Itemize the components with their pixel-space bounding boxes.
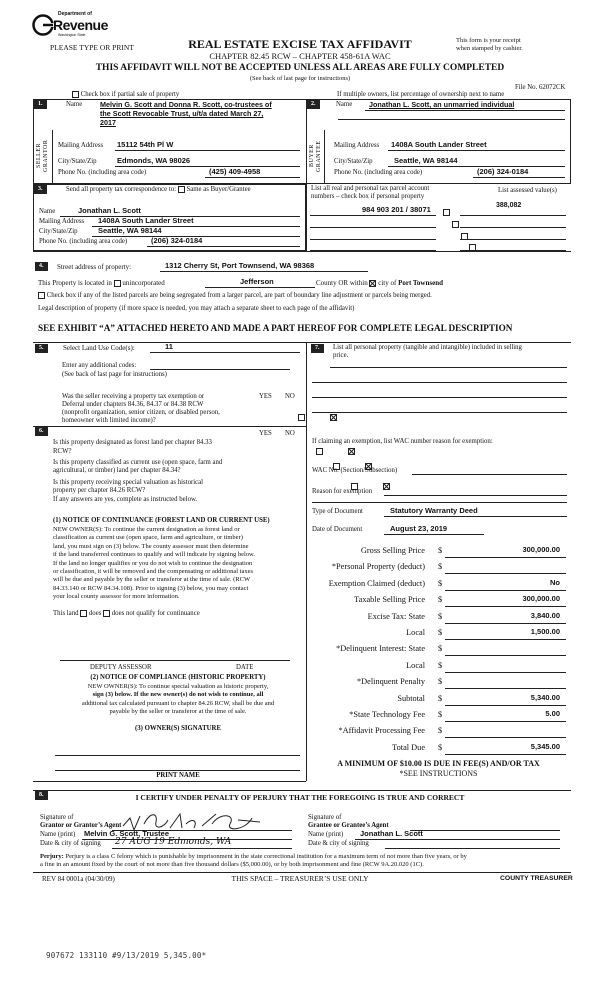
exempt-yes-checkbox[interactable] — [298, 414, 305, 421]
fee-row — [300, 562, 570, 576]
corr-name-label: Name — [39, 208, 56, 215]
current-use-q-1: Is this property classified as current use (open space, farm and — [53, 459, 223, 466]
grantee-name[interactable]: Jonathan L. Scott — [360, 829, 423, 838]
fee-row — [300, 628, 570, 642]
assessed-value[interactable]: 388,082 — [496, 202, 522, 209]
personal-property-checkbox-2[interactable] — [452, 221, 459, 228]
exempt-q-4: homeowner with limited income)? — [62, 417, 156, 424]
wac-no-label: WAC No. (Section/Subsection) — [312, 467, 398, 474]
buyer-city[interactable]: Seattle, WA 98144 — [394, 156, 458, 165]
fee-dollar: $ — [438, 628, 443, 637]
grantor-agent-label: Grantor or Grantor’s Agent — [40, 822, 122, 829]
corr-mailing[interactable]: 1408A South Lander Street — [98, 216, 194, 225]
fee-row — [300, 661, 570, 675]
fee-row — [300, 694, 570, 708]
deputy-assessor: DEPUTY ASSESSOR — [90, 664, 152, 671]
seller-mailing-label: Mailing Address — [58, 142, 104, 149]
continuance-question: This land does does not qualify for continuance — [53, 610, 200, 618]
logo-dept: Department of — [58, 11, 92, 17]
grantor-date[interactable]: 27 AUG 19 Edmonds, WA — [115, 837, 232, 847]
legal-desc-label: Legal description of property (if more space is needed, you may attach a separate sheet to each page of the affidavit) — [38, 305, 355, 312]
corr-mailing-label: Mailing Address — [39, 218, 85, 225]
form-subtitle: CHAPTER 82.45 RCW – CHAPTER 458-61A WAC — [209, 51, 391, 61]
property-location: This Property is located in unincorporated — [38, 279, 165, 287]
reason-label: Reason for exemption — [312, 488, 373, 495]
fee-label: Total Due — [392, 742, 425, 752]
form-rev: REV 84 0001a (04/30/09) — [42, 875, 115, 883]
please-type: PLEASE TYPE OR PRINT — [50, 43, 134, 52]
fee-dollar: $ — [438, 693, 443, 703]
fee-value[interactable]: 5,345.00 — [530, 741, 560, 751]
perjury-note: Perjury: Perjury is a class C felony which is punishable by imprisonment in the state correctional institution for a maximum term of not more than five years, or by a fine in an amount fixed by the court of not more than five thousand dollars ($5,000.00), or by both imprisonment and fine (RCW 9A.20.020 (1C). — [40, 853, 467, 869]
fee-dollar: $ — [438, 546, 443, 555]
yes-header-6: YES — [259, 430, 272, 437]
grantor-date-label: Date & city of signing — [40, 840, 101, 847]
print-name-label: PRINT NAME — [156, 772, 200, 779]
does-checkbox[interactable] — [80, 610, 87, 617]
accounts-label-1: List all real and personal tax parcel account — [311, 185, 430, 192]
additional-codes-2: (See back of last page for instructions) — [62, 371, 167, 378]
fee-dollar: $ — [438, 660, 443, 670]
unincorporated-checkbox[interactable] — [114, 280, 121, 287]
certify-statement: I CERTIFY UNDER PENALTY OF PERJURY THAT THE FOREGOING IS TRUE AND CORRECT — [135, 793, 465, 802]
forest-no-checkbox[interactable] — [348, 448, 355, 455]
no-header-6: NO — [285, 430, 295, 437]
fee-label: *Delinquent Penalty — [357, 677, 425, 687]
seller-name-3[interactable]: 2017 — [100, 118, 116, 127]
receipt-note-1: This form is your receipt — [456, 37, 521, 44]
partial-sale-checkbox[interactable] — [72, 91, 79, 98]
doc-date-label: Date of Document — [312, 526, 363, 533]
grantee-sig-of: Signature of — [308, 814, 342, 821]
fee-dollar: $ — [438, 578, 443, 588]
current-use-q-2: agricultural, or timber) land per chapter 84.34? — [53, 467, 181, 474]
section-3-num: 3. — [34, 185, 47, 194]
fee-dollar: $ — [438, 611, 443, 621]
file-no: File No. 62072CK — [515, 84, 566, 91]
correspondence-label: Send all property tax correspondence to: Same as Buyer/Grantee — [66, 186, 251, 194]
grantor-name[interactable]: Melvin G. Scott, Trustee — [84, 829, 170, 838]
section-7-num: 7. — [311, 344, 324, 353]
partial-sale — [72, 91, 179, 99]
forest-q-2: RCW? — [53, 448, 72, 455]
dor-logo — [32, 10, 108, 40]
doc-type[interactable]: Statutory Warranty Deed — [390, 506, 478, 515]
corr-phone-label: Phone No. (including area code) — [39, 238, 128, 245]
fee-row — [300, 743, 570, 757]
account-number[interactable]: 984 903 201 / 38071 — [362, 205, 431, 214]
historic-no-checkbox[interactable] — [383, 483, 390, 490]
county-treasurer: COUNTY TREASURER — [500, 875, 573, 882]
fee-row — [300, 579, 570, 593]
section-4-num: 4. — [35, 262, 48, 271]
exemption-wac-label: If claiming an exemption, list WAC number reason for exemption: — [312, 438, 493, 445]
yes-header-5: YES — [259, 393, 272, 400]
seller-city-label: City/State/Zip — [58, 158, 97, 165]
logo-name: Revenue — [53, 17, 108, 33]
fee-value[interactable]: 3,840.00 — [530, 610, 560, 620]
exhibit-note: SEE EXHIBIT “A” ATTACHED HERETO AND MADE A PART HEREOF FOR COMPLETE LEGAL DESCRIPTION — [38, 323, 513, 333]
grantee-name-label: Name (print) — [308, 831, 344, 838]
section-2-num: 2. — [307, 100, 320, 109]
notice-1-body: NEW OWNER(S): To continue the current designation as forest land or classification as current use (open space, farm and agriculture, or timber) land, you must sign on (3) below. The county assessor must then determine if the land transferred continues to qualify and will indicate by signing below. If the land no longer qualifies or you do not wish to continue the designation or classification, it will be removed and the compensating or additional taxes will be due and payable by the seller or transferor at the time of sale. (RCW 84.33.140 or RCW 84.34.108). Prior to signing (3) below, you may contact your local county assessor for more information. — [53, 526, 255, 601]
fee-value[interactable]: 1,500.00 — [530, 627, 560, 636]
multiple-owners-note: If multiple owners, list percentage of ownership next to name — [337, 91, 505, 98]
forest-q-1: Is this property designated as forest land per chapter 84.33 — [53, 439, 212, 446]
fee-label: *State Technology Fee — [349, 710, 425, 719]
fee-label: Gross Selling Price — [360, 546, 425, 555]
fee-dollar: $ — [438, 726, 443, 736]
exempt-no-checkbox[interactable] — [330, 414, 337, 421]
buyer-phone[interactable]: (206) 324-0184 — [477, 167, 529, 176]
land-use-label: Select Land Use Code(s): — [63, 344, 135, 352]
receipt-note-2: when stamped by cashier. — [456, 45, 523, 52]
grantee-agent-label: Grantee or Grantee’s Agent — [308, 822, 389, 829]
larger-parcel: Check box if any of the listed parcels are being segregated from a larger parcel, are part of boundary line adjustment or parcels being merged. — [38, 292, 432, 300]
fee-label: Local — [406, 628, 425, 637]
owner-signature-label: (3) OWNER(S) SIGNATURE — [135, 725, 221, 732]
form-title: REAL ESTATE EXCISE TAX AFFIDAVIT — [188, 37, 412, 51]
street-label: Street address of property: — [57, 263, 132, 271]
treasurer-space: THIS SPACE – TREASURER’S USE ONLY — [231, 874, 369, 883]
fee-label: Taxable Selling Price — [354, 595, 425, 605]
land-use-code[interactable]: 11 — [165, 342, 173, 351]
personal-property-checkbox-1[interactable] — [443, 209, 450, 216]
additional-codes-1: Enter any additional codes: — [62, 362, 137, 369]
seller-phone-label: Phone No. (including area code) — [58, 169, 147, 176]
fee-label: *Delinquent Interest: State — [336, 644, 425, 654]
larger-parcel-checkbox[interactable] — [38, 292, 45, 299]
buyer-mailing-label: Mailing Address — [334, 142, 380, 149]
historic-q-1: Is this property receiving special valuation as historical — [53, 479, 204, 486]
seller-name-2[interactable]: the Scott Revocable Trust, u/t/a dated March 27, — [100, 109, 264, 118]
seller-name-1[interactable]: Melvin G. Scott and Donna R. Scott, co-trustees of — [100, 100, 272, 109]
personal-property-label-1: List all personal property (tangible and intangible) included in selling — [333, 344, 522, 351]
fee-dollar: $ — [438, 644, 443, 654]
minimum-line-1: A MINIMUM OF $10.00 IS DUE IN FEE(S) AND/OR TAX — [337, 759, 540, 768]
fee-row — [300, 595, 570, 609]
buyer-phone-label: Phone No. (including area code) — [334, 169, 423, 176]
does-not-checkbox[interactable] — [103, 610, 110, 617]
seller-side-label: SELLER GRANTOR — [36, 139, 49, 173]
corr-phone[interactable]: (206) 324-0184 — [151, 236, 203, 245]
form-warning: THIS AFFIDAVIT WILL NOT BE ACCEPTED UNLESS ALL AREAS ARE FULLY COMPLETED — [95, 63, 505, 73]
doc-date[interactable]: August 23, 2019 — [390, 524, 448, 533]
forest-yes-checkbox[interactable] — [316, 448, 323, 455]
exempt-q-3: (nonprofit organization, senior citizen, or disabled person, — [62, 409, 220, 416]
section-6-num: 6. — [35, 427, 48, 436]
buyer-city-label: City/State/Zip — [334, 158, 373, 165]
buyer-name-label: Name — [336, 101, 353, 108]
fee-value[interactable]: 300,000.00 — [522, 594, 560, 604]
seller-phone[interactable]: (425) 409-4958 — [209, 167, 261, 176]
grantor-name-label: Name (print) — [40, 831, 76, 838]
seller-city[interactable]: Edmonds, WA 98026 — [117, 156, 191, 165]
county-label: County OR within city of Port Townsend — [316, 279, 443, 287]
notice-2-body: NEW OWNER(S): To continue special valuation as historic property, sign (3) below. If the new owner(s) do not wish to continue, all additional tax calculated pursuant to chapter 84.26 RCW, shall be due and payable by the seller or transferor at the time of sale. — [81, 683, 275, 716]
exempt-q-1: Was the seller receiving a property tax exemption or — [62, 393, 205, 400]
footer-rule — [33, 872, 571, 873]
city-value[interactable]: Port Townsend — [398, 279, 443, 287]
fee-value[interactable]: 5,340.00 — [530, 692, 560, 702]
section-1-num: 1. — [34, 100, 47, 109]
seller-mailing[interactable]: 15112 54th Pl W — [117, 140, 174, 149]
grantor-sig-of: Signature of — [40, 814, 74, 821]
buyer-mailing[interactable]: 1408A South Lander Street — [391, 140, 487, 149]
corr-city[interactable]: Seattle, WA 98144 — [98, 226, 162, 235]
within-city-checkbox[interactable] — [369, 280, 376, 287]
historic-q-2: property per chapter 84.26 RCW? — [53, 487, 146, 494]
street-address[interactable]: 1312 Cherry St, Port Townsend, WA 98368 — [165, 261, 315, 270]
fee-dollar: $ — [438, 742, 443, 752]
logo-state: Washington State — [58, 33, 86, 37]
fee-dollar: $ — [438, 595, 443, 605]
fee-dollar: $ — [438, 710, 443, 719]
minimum-line-2: *SEE INSTRUCTIONS — [399, 769, 478, 778]
doc-type-label: Type of Document — [312, 508, 363, 515]
cashier-stamp: 907672 133110 #9/13/2019 5,345.00* — [46, 951, 207, 960]
fee-value[interactable]: 300,000.00 — [522, 545, 560, 554]
fee-row — [300, 677, 570, 691]
fee-label: Excise Tax: State — [367, 611, 425, 621]
no-header-5: NO — [285, 393, 295, 400]
same-as-buyer-checkbox[interactable] — [178, 186, 185, 193]
see-back: (See back of last page for instructions) — [249, 75, 351, 82]
fee-value[interactable]: No — [550, 577, 560, 587]
fee-row — [300, 546, 570, 560]
fee-label: Exemption Claimed (deduct) — [328, 578, 425, 588]
fee-dollar: $ — [438, 562, 443, 572]
fee-row — [300, 644, 570, 658]
fee-dollar: $ — [438, 677, 443, 687]
grantee-date-label: Date & city of signing — [308, 840, 369, 847]
notice-2-title: (2) NOTICE OF COMPLIANCE (HISTORIC PROPERTY) — [90, 674, 266, 681]
corr-name[interactable]: Jonathan L. Scott — [78, 206, 141, 215]
dor-logo-icon — [32, 14, 54, 36]
exempt-q-2: Deferral under chapters 84.36, 84.37 or 84.38 RCW — [62, 401, 204, 408]
corr-city-label: City/State/Zip — [39, 228, 78, 235]
buyer-side-label: BUYER GRANTEE — [309, 140, 322, 172]
deputy-date: DATE — [236, 664, 254, 671]
section-8-num: 8. — [35, 791, 48, 800]
fee-label: Local — [406, 660, 425, 670]
fee-row — [300, 726, 570, 740]
personal-property-label-2: price. — [333, 352, 349, 359]
if-yes-note: If any answers are yes, complete as instructed below. — [53, 496, 198, 503]
seller-name-label: Name — [66, 101, 83, 108]
accounts-label-2: numbers – check box if personal property — [311, 193, 425, 200]
county-value[interactable]: Jefferson — [240, 277, 274, 286]
partial-sale-label: Check box if partial sale of property — [80, 91, 180, 99]
fee-label: *Affidavit Processing Fee — [338, 726, 425, 736]
fee-label: *Personal Property (deduct) — [331, 562, 425, 572]
section-5-num: 5. — [35, 344, 48, 353]
fee-value[interactable]: 5.00 — [545, 709, 560, 718]
fee-label: Subtotal — [397, 693, 425, 703]
notice-1-title: (1) NOTICE OF CONTINUANCE (FOREST LAND OR CURRENT USE) — [53, 517, 270, 524]
buyer-name[interactable]: Jonathan L. Scott, an unmarried individual — [369, 100, 515, 109]
fee-row — [300, 612, 570, 626]
assessed-label: List assessed value(s) — [498, 187, 557, 194]
fee-row — [300, 710, 570, 724]
